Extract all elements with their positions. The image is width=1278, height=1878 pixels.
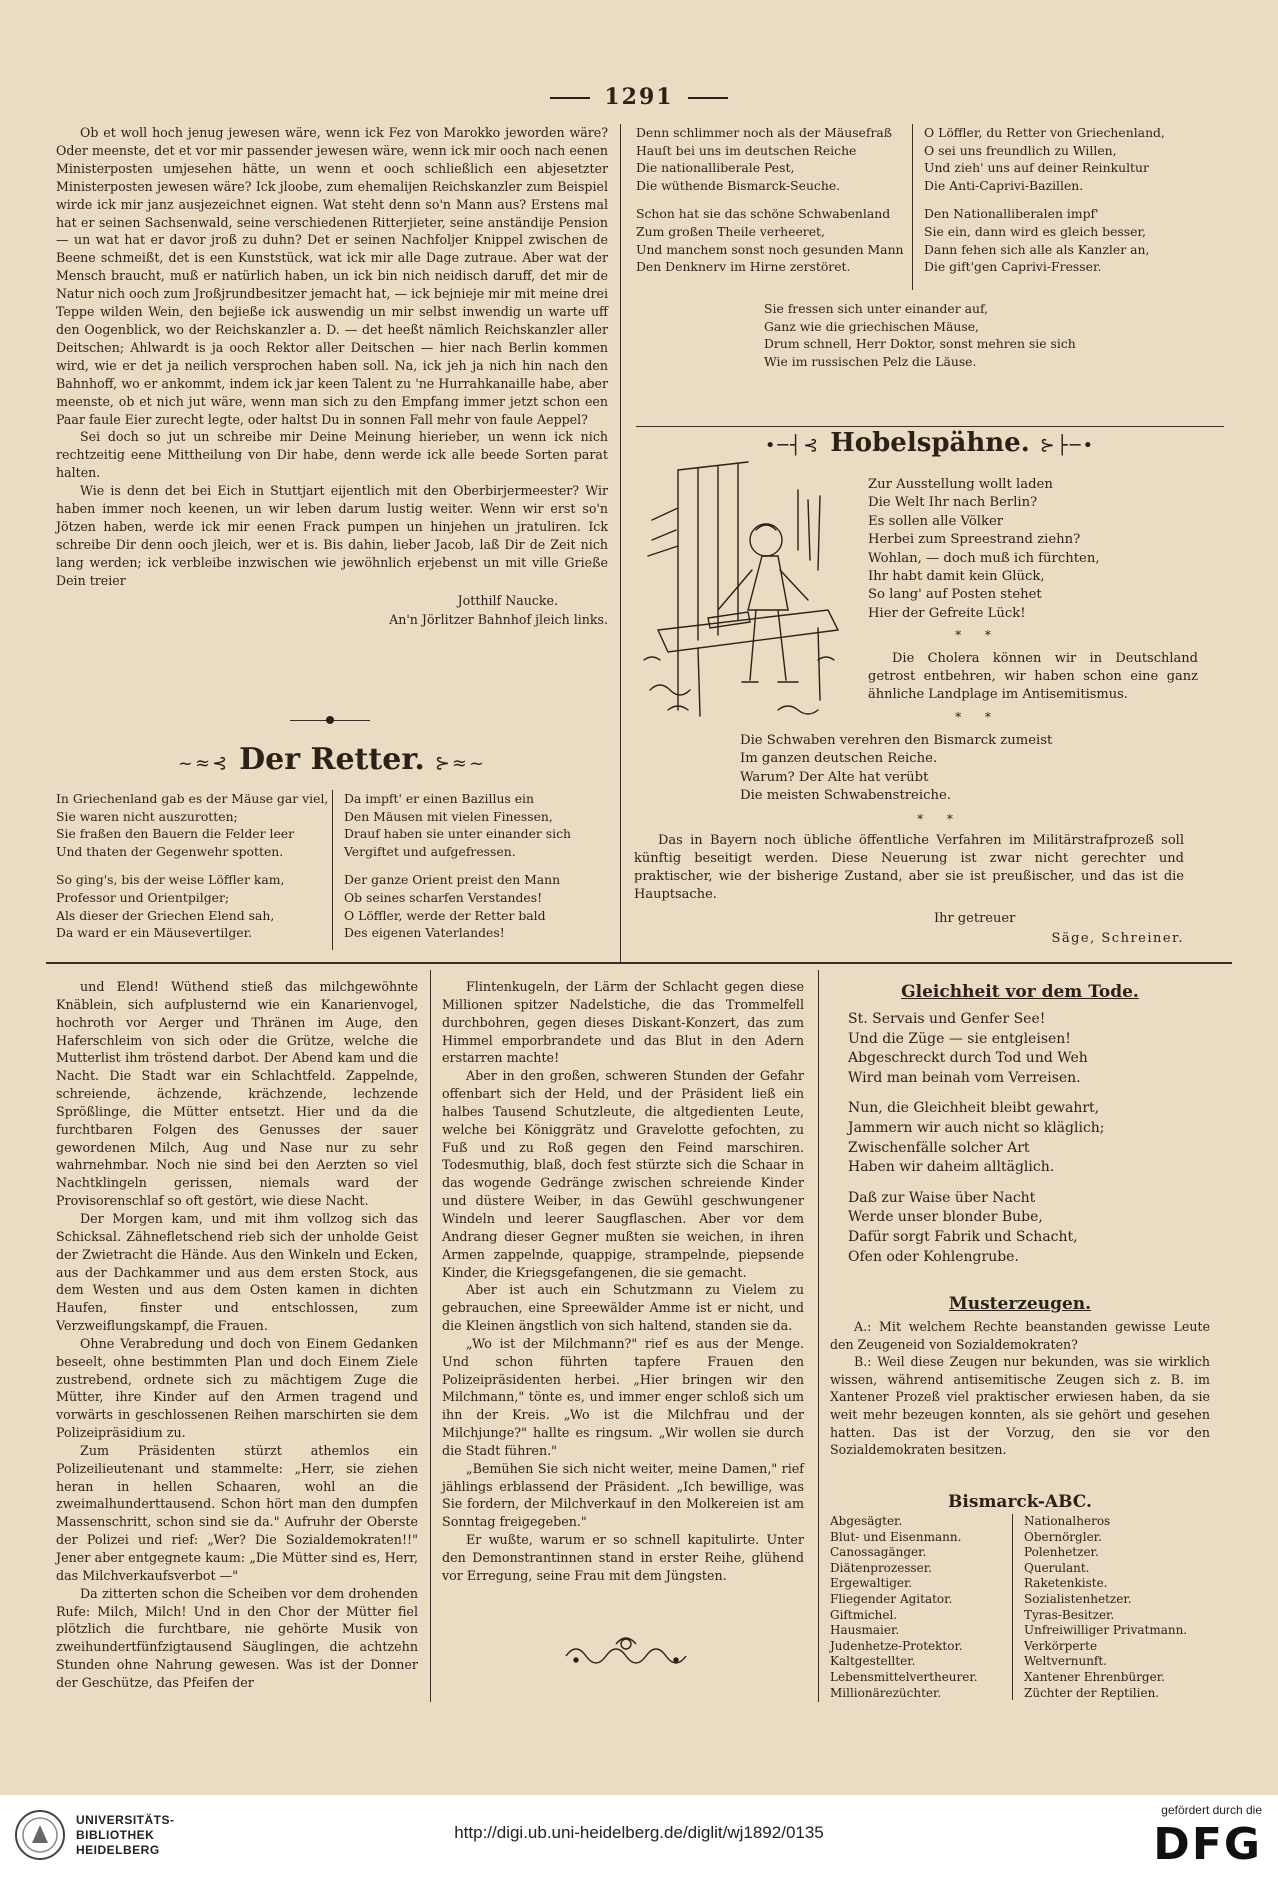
mause-poem-final: [764, 300, 1076, 370]
verse-line: Vergiftet und aufgefressen.: [344, 843, 516, 859]
verse-line: Lebensmittelvertheurer.: [830, 1669, 978, 1684]
verse-line: Sie fraßen den Bauern die Felder leer: [56, 826, 295, 842]
verse-line: Die Schwaben verehren den Bismarck zumeist: [740, 733, 1053, 748]
verse-line: Diätenprozesser.: [830, 1560, 932, 1575]
paragraph: Er wußte, warum er so schnell kapitulirte. Unter den Demonstrantinnen stand in erster Reihe, glühend vor Erregung, seine Frau mit dem Jüngsten.: [442, 1532, 804, 1583]
column-rule-bottom-2: [818, 970, 819, 1702]
verse-line: Obernörgler.: [1024, 1529, 1102, 1544]
verse-line: Zur Ausstellung wollt laden: [868, 477, 1053, 492]
verse-line: Drauf haben sie unter einander sich: [344, 826, 572, 842]
stanza: [344, 871, 606, 941]
signature-name: Jotthilf Naucke.: [457, 592, 558, 608]
section-rule-full: [46, 962, 1232, 964]
paragraph: Sei doch so jut un schreibe mir Deine Meinung hierieber, un wenn ick nich rechtzeitig eene Mittheilung von Dir habe, denn werde ick alle beede Sorten parat halten.: [56, 429, 608, 481]
paragraph: Da zitterten schon die Scheiben vor dem drohenden Rufe: Milch, Milch! Und in den Chor der Mütter fiel plötzlich die furchtbare, nie gehörte Musik von zweihundertfünfzigtausend Säuglingen, die achtzehn Stunden ohne Nahrung gewesen. Was ist der Donner der Geschütze, das Pfeifen der: [56, 1585, 418, 1690]
stanza: [56, 871, 324, 941]
muster-text: A.: Mit welchem Rechte beanstanden gewisse Leute den Zeugeneid von Sozialdemokraten? B.: Weil diese Zeugen nur bekunden, was sie wirklich wissen, während antisemitische Zeugen sich z. B. im Xantener Prozeß viel praktischer erwiesen haben, da sie weit mehr bezeugen konnten, als sie gehört und gesehen hatten. Das ist der Vorzug, den sie vor den Sozialdemokraten besitzen.: [830, 1319, 1210, 1458]
paragraph: Aber in den großen, schweren Stunden der Gefahr offenbart sich der Held, und der Präsident ließ ein halbes Tausend Schutzleute, die altgedienten Leute, welche bei Königgrätz und Gravelotte gefochten, zu Fuß und zu Roß gegen den Feind marschiren. Todesmuthig, blaß, doch fest stürzte sich die Schaar in das wogende Gedränge zwischen schreiende Kinder und düstere Weiber, in das Gewühl geschwungener Windeln und leerer Saugflaschen. Aber vor dem Andrang dieser Gegner mußten sie weichen, in ihren Armen zappelnde, quappige, strampelnde, piepsende Kinder, die Kriegsgefangenen, die sie gemacht.: [442, 1068, 804, 1280]
verse-line: Den Nationalliberalen impf': [924, 206, 1099, 222]
verse-line: Die gift'gen Caprivi-Fresser.: [924, 259, 1102, 275]
verse-line: Wie im russischen Pelz die Läuse.: [764, 353, 977, 369]
stanza: [924, 205, 1224, 275]
stanza: [344, 790, 606, 860]
floral-ornament-icon: [556, 1630, 696, 1670]
verse-line: Hausmaier.: [830, 1623, 900, 1638]
verse-line: Raketenkiste.: [1024, 1576, 1108, 1591]
paragraph: Ob et woll hoch jenug jewesen wäre, wenn ick Fez von Marokko jeworden wäre? Oder meenste, det et vor mir passender jewesen wäre, wenn ick mir ooch nach eenen Ministerposten umjesehen hätte, un wenn et ooch schließlich een abjesetzter Ministerposten jewesen wäre? Ick jloobe, zum ehemalijen Reichskanzler zum Beispiel wirde ick mir janz ausjezeichnet eignen. Wat steht denn so'n Mann aus? Erstens mal hat er seinen Sachsenwald, seine verschiedenen Ritterjieter, seine anständije Pension — un wat hat er davor jroß zu duhn? Det er seinen Nachfolјer Knippel zwischen de Beene schmeißt, det is een Kunststück, wat ick mir alle Dage zutraue. Aber wat der Mensch braucht, muß er natürlich haben, un ick bin nich neidisch daruff, det mir de Natur nich ooch zum Jroßjrundbesitzer jemacht hat, — ick bejnieje mir mit meine drei Teppe wilden Wein, den bejieße ick auswendig un mir selbst inwendig un warte uff den Oogenblick, wo der Reichskanzler a. D. — det heeßt nämlich Reichskanzler aller Deitschen; Ahlwardt is ja ooch Rektor aller Deitschen — hier nach Berlin kommen wird, wie er det ja neilich versprochen haben soll. Na, ick jeh ja nich hin nach den Bahnhoff, wo er ankommt, indem ick jar keen Talent zu 'ne Hurrahkanaille habe, aber meenste, ob et nich jut wäre, wenn man sich zu den Empfang immer jetzt schon een Paar faule Eier zurecht legte, oder haltst Du in sonnen Fall mehr von faule Aeppel?: [56, 125, 608, 427]
verse-line: In Griechenland gab es der Mäuse gar viel,: [56, 791, 329, 806]
retter-poem-right: [344, 790, 606, 953]
closing-signer: Säge, Schreiner.: [1051, 931, 1184, 946]
section-stars-2: * *: [955, 710, 1001, 724]
paragraph: Der Morgen kam, und mit ihm vollzog sich das Schicksal. Zähneﬂetschend rieb sich der unholde Geist der Zwietracht die Hände. Aus den Winkeln und Ecken, aus der Dachkammer und aus dem ersten Stock, aus dem Westen und aus dem Osten kamen in dichten Haufen, finster und entschlossen, zum Verzweiflungskampf, die Frauen.: [56, 1210, 418, 1334]
flourish-left-icon: •─┤⊰: [764, 435, 821, 456]
paragraph: Flintenkugeln, der Lärm der Schlacht gegen diese Millionen spitzer Nadelstiche, die das Trommelfell durchbohren, gegen dieses Diskant-Konzert, das zum Himmel emporbrandete und das Blut in den Adern erstarren machte!: [442, 979, 804, 1066]
verse-line: St. Servais und Genfer See!: [848, 1011, 1046, 1027]
mause-poem-right: [924, 124, 1224, 287]
verse-line: Blut- und Eisenmann.: [830, 1529, 962, 1544]
verse-line: Querulant.: [1024, 1560, 1090, 1575]
footer: [0, 1795, 1278, 1878]
verse-line: Die Welt Ihr nach Berlin?: [868, 495, 1038, 511]
paragraph: und Elend! Wüthend stieß das milchgewöhnte Knäblein, sich aufplusternd wie ein Kanarienvogel, hochroth vor Aerger und Thränen im Auge, den Haferschleim von sich oder die Grütze, welche die Mutterlist ihm tröstend darbot. Der Abend kam und die Nacht. Die Stadt war ein Schlachtfeld. Zappelnde, schreiende, ächzende, krächzende, lechzende Sprößlinge, die Mütter entsetzt. Hier und da die furchtbaren Folgen des Genusses der sauer gewordenen Milch, Aug und Nase nur zu sehr wahrnehmbar. Noch nie sind bei den Aerzten so viel Nachtklingeln gerissen, niemals ward der Provisorenschlaf so oft gestört, wie diese Nacht.: [56, 979, 418, 1209]
closing-greeting: Ihr getreuer: [934, 911, 1016, 926]
verse-line: Ganz wie die griechischen Mäuse,: [764, 318, 979, 334]
verse-line: Als dieser der Griechen Elend sah,: [56, 907, 275, 923]
stanza: [848, 1189, 1208, 1267]
verse-line: Schon hat sie das schöne Schwabenland: [636, 206, 891, 222]
verse-line: Abgeschreckt durch Tod und Weh: [848, 1050, 1088, 1067]
paragraph: „Bemühen Sie sich nicht weiter, meine Damen," rief jählings erblassend der Präsident. „Ich bewillige, was Sie fordern, der Milchverkauf in den Molkereien ist am Sonntag freigegeben.": [442, 1460, 804, 1530]
flourish-right-icon: ⊱├─•: [1039, 435, 1096, 456]
verse-line: Der ganze Orient preist den Mann: [344, 872, 561, 888]
verse-line: Ergewaltiger.: [830, 1576, 913, 1591]
page-number: 1291: [0, 84, 1278, 110]
section-stars-1: * *: [955, 628, 1001, 642]
retter-divider: [332, 790, 333, 950]
verse-line: Den Denknerv im Hirne zerstöret.: [636, 259, 851, 275]
signature-place: An'n Jörlitzer Bahnhof jleich links.: [389, 612, 608, 628]
verse-line: Hauſt bei uns im deutschen Reiche: [636, 142, 857, 158]
hobel-heading: •─┤⊰ Hobelspähne. ⊱├─•: [764, 428, 1096, 458]
institution-name: UNIVERSITÄTS- BIBLIOTHEK HEIDELBERG: [76, 1813, 175, 1857]
verse-line: Und thaten der Gegenwehr spotten.: [56, 843, 284, 859]
verse-line: Sie fressen sich unter einander auf,: [764, 301, 989, 316]
verse-line: Den Mäusen mit vielen Finessen,: [344, 808, 553, 824]
mause-poem-left: [636, 124, 904, 287]
verse-line: O sei uns freundlich zu Willen,: [924, 142, 1117, 158]
source-url[interactable]: http://digi.ub.uni-heidelberg.de/diglit/wj1892/0135: [454, 1823, 824, 1842]
verse-line: Nun, die Gleichheit bleibt gewahrt,: [848, 1100, 1100, 1117]
stanza: [56, 790, 329, 860]
paragraph: „Wo ist der Milchmann?" rief es aus der Menge. Und schon führten tapfere Frauen den Polizeipräsidenten herbei. „Hier bringen wir den Milchmann," tönte es, und immer enger schloß sich um ihn der Kreis. „Wo ist die Milchfrau und der Milchjunge?" hallte es ringsum. „Wir wollen sie durch die Stadt führen.": [442, 1335, 804, 1458]
cholera-note: Die Cholera können wir in Deutschland getrost entbehren, wir haben schon eine ganz ähnliche Landplage im Antisemitismus.: [868, 651, 1198, 702]
section-stars-3: * *: [917, 812, 963, 826]
verse-line: Jammern wir auch nicht so kläglich;: [848, 1119, 1105, 1136]
mause-poem-divider: [912, 124, 913, 290]
verse-line: O Löffler, du Retter von Griechenland,: [924, 125, 1165, 140]
verse-line: Die wüthende Bismarck-Seuche.: [636, 177, 841, 193]
verse-line: Sie waren nicht auszurotten;: [56, 808, 238, 824]
verse-line: Zum großen Theile verheeret,: [636, 223, 825, 239]
verse-line: Professor und Orientpilger;: [56, 889, 230, 905]
stanza: [636, 124, 904, 194]
verse-line: O Löffler, werde der Retter bald: [344, 907, 546, 923]
abc-column-right: [1024, 1514, 1187, 1701]
verse-line: Dafür sorgt Fabrik und Schacht,: [848, 1228, 1078, 1245]
verse-line: Canossagänger.: [830, 1545, 927, 1560]
verse-line: Giftmichel.: [830, 1607, 898, 1622]
verse-line: Da impft' er einen Bazillus ein: [344, 791, 534, 806]
gleichheit-poem: [848, 1010, 1208, 1278]
verse-line: Daß zur Waise über Nacht: [848, 1189, 1036, 1206]
separator-rule-right: [636, 426, 1224, 427]
verse-line: Abgesägter.: [830, 1514, 903, 1528]
verse-line: Ofen oder Kohlengrube.: [848, 1248, 1019, 1265]
verse-line: Werde unser blonder Bube,: [848, 1209, 1043, 1226]
verse-line: Tyras-Besitzer.: [1024, 1607, 1115, 1622]
flourish-right-icon: ⊱≈~: [434, 753, 487, 774]
verse-line: Im ganzen deutschen Reiche.: [740, 751, 938, 767]
funded-by-label: gefördert durch die: [1161, 1803, 1262, 1817]
story-column-2: [442, 978, 804, 1585]
stanza: [848, 1010, 1208, 1088]
verse-line: Judenhetze-Protektor.: [830, 1638, 963, 1653]
separator-dot: [326, 716, 334, 724]
abc-table: [830, 1514, 1210, 1704]
retter-heading: ~≈⊰ Der Retter. ⊱≈~: [177, 742, 487, 777]
retter-poem-left: [56, 790, 329, 953]
verse-line: Haben wir daheim alltäglich.: [848, 1159, 1055, 1176]
verse-line: Hier der Gefreite Lück!: [868, 605, 1026, 621]
verse-line: Herbei zum Spreestrand ziehn?: [868, 532, 1081, 548]
verse-line: Die Anti-Caprivi-Bazillen.: [924, 177, 1084, 193]
verse-line: Und die Züge — sie entgleisen!: [848, 1030, 1071, 1047]
verse-line: Dann fehen sich alle als Kanzler an,: [924, 241, 1150, 257]
verse-line: Verkörperte: [1024, 1638, 1098, 1653]
verse-line: Denn schlimmer noch als der Mäusefraß: [636, 125, 893, 140]
paragraph: Zum Präsidenten stürzt athemlos ein Polizeilieutenant und stammelte: „Herr, sie ziehen heran in hellen Schaaren, wohl an die zweimalhunderttausend. Schon hört man den dumpfen Massenschritt, schon sind sie da." Aufruhr der Oberste der Polizei und rief: „Wer? Die Sozialdemokraten!!" Jener aber entgegnete kaum: „Die Mütter sind es, Herr, das Milchverkaufsverbot —": [56, 1442, 418, 1583]
verse-line: Und manchem sonst noch gesunden Mann: [636, 241, 904, 257]
verse-line: Drum schnell, Herr Doktor, sonst mehren sie sich: [764, 336, 1076, 352]
verse-line: Wohlan, — doch muß ich fürchten,: [868, 550, 1100, 566]
verse-line: Weltvernunft.: [1024, 1654, 1107, 1669]
verse-line: Und zieh' uns auf deiner Reinkultur: [924, 160, 1149, 176]
verse-line: Unfreiwilliger Privatmann.: [1024, 1623, 1188, 1638]
carpenter-illustration: [638, 460, 858, 730]
stanza: [848, 1099, 1208, 1177]
abc-divider: [1012, 1514, 1013, 1700]
verse-line: So ging's, bis der weise Löffler kam,: [56, 872, 285, 888]
paragraph: Aber ist auch ein Schutzmann zu Vielem zu gebrauchen, eine Spreewälder Amme ist er nicht, und die Kleinen ängstlich von sich haltend, standen sie da.: [442, 1282, 804, 1334]
verse-line: Die meisten Schwabenstreiche.: [740, 788, 951, 804]
flourish-left-icon: ~≈⊰: [177, 753, 230, 774]
column-rule-bottom-1: [430, 970, 431, 1702]
verse-line: Sozialistenhetzer.: [1024, 1591, 1132, 1606]
verse-line: Des eigenen Vaterlandes!: [344, 925, 505, 941]
paragraph: Wie is denn det bei Eich in Stuttjart eijentlich mit den Oberbirjermeester? Wir haben immer noch keenen, un wir leben darum lustig weiter. Wenn wir erst so'n Jötzen haben, werde ick mir eenen Frack pumpen un hinjehen un jratuliren. Ick schreibe Dir denn ooch jleich, wer et is. Bis dahin, lieber Jacob, laß Dir de Zeit nich lang werden; ick verbleibe inzwischen wie jewöhnlich erjebenst un mit ville Grieße Dein treier: [56, 483, 608, 588]
hobel-poem-1: [868, 476, 1188, 623]
muster-heading: Musterzeugen.: [948, 1294, 1092, 1314]
paragraph: Ohne Verabredung und doch von Einem Gedanken beseelt, ohne bestimmten Plan und doch Einem Ziele zustrebend, ordnete sich zu mächtigem Zuge die Mütter, ihre Kinder auf den Armen tragend und vorwärts in geschlossenen Reihen marschirten sie dem Polizeipräsidium zu.: [56, 1335, 418, 1441]
verse-line: Polenhetzer.: [1024, 1545, 1099, 1560]
verse-line: Es sollen alle Völker: [868, 513, 1004, 529]
story-column-1: [56, 978, 418, 1692]
verse-line: Fliegender Agitator.: [830, 1591, 953, 1606]
verse-line: Zwischenfälle solcher Art: [848, 1139, 1030, 1156]
gleichheit-heading: Gleichheit vor dem Tode.: [901, 982, 1139, 1002]
verse-line: Millionärezüchter.: [830, 1685, 942, 1700]
bayern-note: Das in Bayern noch übliche öffentliche Verfahren im Militärstrafprozeß soll künftig beseitigt werden. Diese Neuerung ist zwar nicht gerechter und praktischer, wie der bisherige Zustand, aber sie ist preußischer, und das ist die Hauptsache. Ihr getreuer Säge, Schreiner.: [634, 833, 1184, 946]
abc-heading: Bismarck-ABC.: [948, 1492, 1092, 1512]
abc-column-left: [830, 1514, 978, 1701]
verse-line: Warum? Der Alte hat verübt: [740, 769, 929, 785]
verse-line: Ihr habt damit kein Glück,: [868, 569, 1045, 585]
letter-column: [56, 124, 608, 629]
verse-line: Nationalheros: [1024, 1514, 1111, 1528]
verse-line: Xantener Ehrenbürger.: [1024, 1669, 1165, 1684]
verse-line: Kaltgestellter.: [830, 1654, 916, 1669]
verse-line: Sie ein, dann wird es gleich besser,: [924, 223, 1146, 239]
dfg-logo: DFG: [1153, 1819, 1262, 1870]
verse-line: Da ward er ein Mäusevertilger.: [56, 925, 253, 941]
verse-line: Wird man beinah vom Verreisen.: [848, 1069, 1081, 1086]
hobel-poem-2: [740, 732, 1100, 806]
verse-line: Ob seines scharfen Verstandes!: [344, 889, 543, 905]
verse-line: So lang' auf Posten stehet: [868, 587, 1042, 603]
verse-line: Die nationalliberale Pest,: [636, 160, 795, 176]
stanza: [636, 205, 904, 275]
column-rule: [620, 124, 621, 962]
stanza: [924, 124, 1224, 194]
verse-line: Züchter der Reptilien.: [1024, 1685, 1160, 1700]
